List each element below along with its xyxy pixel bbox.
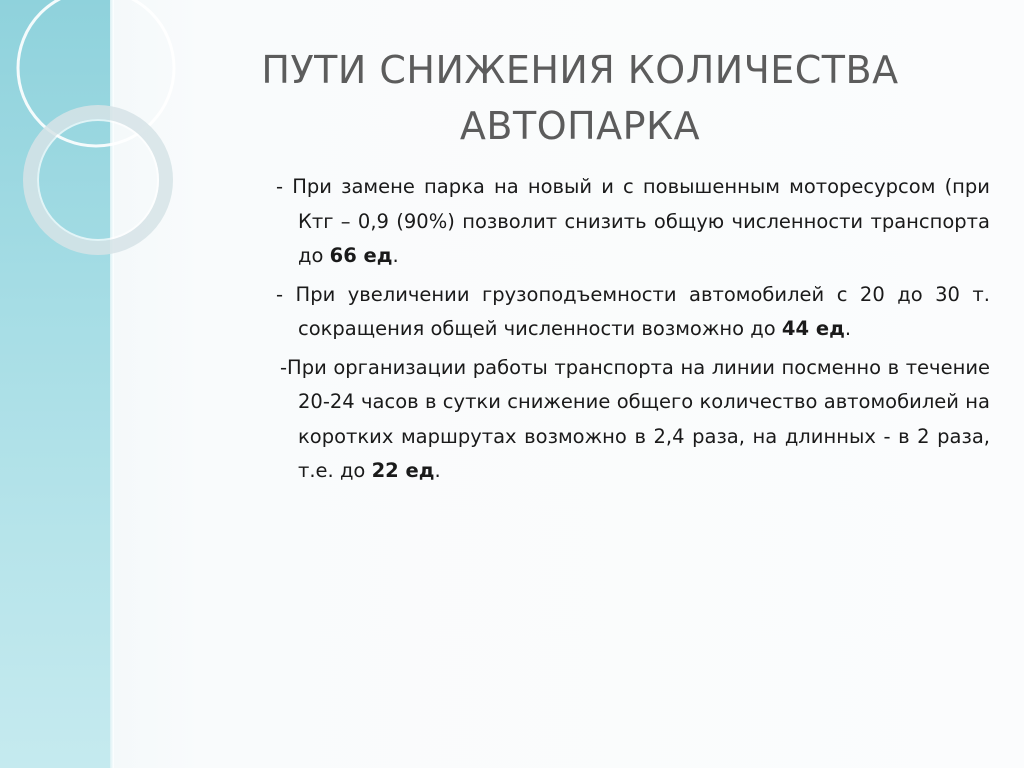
decorative-rings <box>0 0 200 320</box>
large-ring <box>18 0 174 146</box>
paragraph-capacity-increase <box>276 278 990 347</box>
paragraph-fleet-replacement <box>276 170 990 274</box>
highlight-value: 44 ед <box>781 317 845 340</box>
slide-body <box>276 170 990 493</box>
slide-title <box>240 42 920 154</box>
paragraph-text: -При организации работы транспорта на линии посменно в течение 20-24 часов в сутки снижение общего количество автомобилей на коротких маршрутах возможно в 2,4 раза, на длинных - в 2 раза, т.е. до <box>280 355 990 482</box>
paragraph-end: . <box>392 244 399 267</box>
paragraph-end: . <box>434 459 441 482</box>
title-line-1: ПУТИ СНИЖЕНИЯ КОЛИЧЕСТВА <box>261 48 899 92</box>
paragraph-text: - При увеличении грузоподъемности автомобилей с 20 до 30 т. сокращения общей численности возможно до <box>276 282 990 340</box>
highlight-value: 66 ед <box>329 244 393 267</box>
paragraph-text: - При замене парка на новый и с повышенным моторесурсом (при Ктг – 0,9 (90%) позволит снизить общую численности транспорта до <box>276 175 990 267</box>
title-line-2: АВТОПАРКА <box>459 104 701 148</box>
highlight-value: 22 ед <box>371 459 435 482</box>
paragraph-end: . <box>844 317 852 340</box>
small-ring-inner <box>38 120 158 240</box>
small-ring <box>30 112 166 248</box>
paragraph-shift-work <box>276 351 990 489</box>
